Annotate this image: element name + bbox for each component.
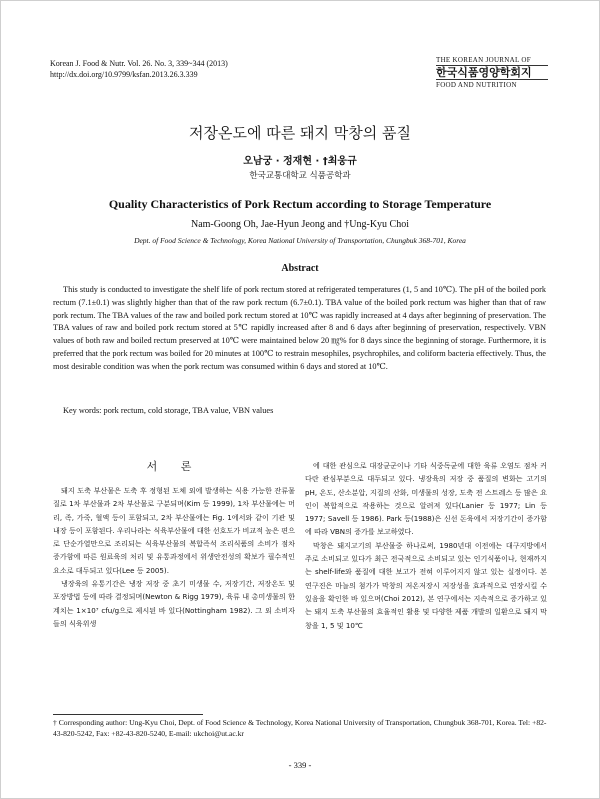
footnote-divider	[53, 714, 203, 715]
journal-name-ko: 한국식품영양학회지	[436, 65, 548, 80]
body-column-right	[305, 459, 547, 632]
keywords: Key words: pork rectum, cold storage, TBA value, VBN values	[63, 406, 274, 415]
journal-citation: Korean J. Food & Nutr. Vol. 26. No. 3, 339~344 (2013)	[50, 59, 228, 68]
doi-link[interactable]: http://dx.doi.org/10.9799/ksfan.2013.26.3.339	[50, 70, 198, 79]
journal-name-en-top: THE KOREAN JOURNAL OF	[436, 56, 531, 64]
body-paragraph: 막창은 돼지고기의 부산물중 하나로써, 1980년대 이전에는 대구지방에서 주로 소비되고 있다가 최근 전국적으로 소비되고 있는 인기식품이나, 현재까지는 shelf-life와 품질에 대한 보고가 전혀 이루어지지 않고 있는 실정이다. 본 연구진은 마늘의 첨가가 막창의 저온저장시 저장성을 효과적으로 연장시킬 수 있음을 확인한 바 있으며(Choi 2012), 본 연구에서는 지속적으로 증가하고 있는 돼지 도축 부산물의 효율적인 활용 및 다양한 제품 개발의 일환으로 돼지 막창을 1, 5 및 10℃	[305, 540, 547, 630]
abstract-text: This study is conducted to investigate the shelf life of pork rectum stored at refrigerated temperatures (1, 5 and 10℃). The pH of the boiled pork rectum (7.1±0.1) was slightly higher than that of the raw pork rectum (6.7±0.1). TBA value of the boiled pork rectum was higher than that of raw pork rectum. The TBA values of the raw and boiled pork rectum stored at 10℃ was rapidly increased at 4 days after beginning of preservation. The TBA values of raw and boiled pork rectum stored at 5℃ rapidly increased after 8 and 6 days after beginning of preservation, respectively. VBN values of both raw and boiled rectum preserved at 10℃ were maintained below 20 ㎎% for 8 days since the beginning of storage. Furthermore, it is preferred that the pork rectum was boiled for 20 minutes at 100℃ to restrain mesophiles, psychrophiles, and coliform bacteria effectively. Thus, the most desirable condition was when the pork rectum was consumed within 6 days and stored at 10℃.	[53, 285, 546, 371]
journal-citation-block	[50, 58, 228, 80]
journal-logo	[436, 56, 548, 90]
abstract-heading: Abstract	[281, 263, 319, 274]
affiliation-korean: 한국교통대학교 식품공학과	[249, 171, 351, 181]
journal-name-en-bottom: FOOD AND NUTRITION	[436, 81, 517, 89]
authors-korean: 오남궁 · 정재현 · †최웅규	[243, 156, 357, 167]
title-korean: 저장온도에 따른 돼지 막창의 품질	[189, 124, 411, 142]
body-paragraph: 에 대한 관심으로 대장균군이나 기타 식중독균에 대한 육류 오염도 점차 커다란 관심부분으로 대두되고 있다. 냉장육의 저장 중 품질의 변화는 고기의 pH, 온도, 산소분압, 지질의 산화, 미생물의 성장, 도축 전 스트레스 등 많은 요인이 복합적으로 작용하는 것으로 알려져 있다(Lanier 등 1977; Lin 등 1977; Savell 등 1986). Park 등(1988)은 신선 돈육에서 저장기간이 증가함에 따라 VBN의 증가를 보고하였다.	[305, 461, 547, 537]
corresponding-author-footnote: † Corresponding author: Ung-Kyu Choi, Dept. of Food Science & Technology, Korea National University of Transportation, Chungbuk 368-701, Korea. Tel: +82-43-820-5242, Fax: +82-43-820-5240, E-mail: ukchoi@ut.ac.kr	[53, 718, 547, 738]
body-paragraph: 돼지 도축 부산물은 도축 후 정형된 도체 외에 발생하는 식용 가능한 잔류물질로 1차 부산물과 2차 부산물로 구분되며(Kim 등 1999), 1차 부산물에는 머리, 족, 가죽, 혈액 등이 포함되고, 2차 부산물에는 Fig. 1에서와 같이 기관 및 내장 등이 포함된다. 우리나라는 식육부산물에 대한 선호도가 비교적 높은 편으로 단순가열만으로 조리되는 식육부산물의 복합즉석 조리식품의 소비가 점차 증가함에 따른 원료육의 처리 및 유통과정에서 위생안전성의 확보가 필수적인 요소로 대두되고 있다(Lee 등 2005).	[53, 486, 295, 575]
page-number: - 339 -	[288, 760, 312, 770]
body-column-left	[53, 484, 295, 630]
title-english: Quality Characteristics of Pork Rectum according to Storage Temperature	[108, 197, 492, 211]
body-paragraph: 냉장육의 유통기간은 냉장 저장 중 초기 미생물 수, 저장기간, 저장온도 및 포장방법 등에 따라 결정되며(Newton & Rigg 1979), 육류 내 총미생물의 한계치는 1×10⁷ cfu/g으로 제시된 바 있다(Nottingham 1982). 그 외 소비자들의 식육위생	[53, 579, 295, 628]
affiliation-english: Dept. of Food Science & Technology, Korea National University of Transportation, Chungbuk 368-701, Korea	[134, 236, 466, 245]
section-heading-introduction: 서 론	[146, 460, 202, 473]
authors-english: Nam-Goong Oh, Jae-Hyun Jeong and †Ung-Kyu Choi	[190, 219, 410, 230]
